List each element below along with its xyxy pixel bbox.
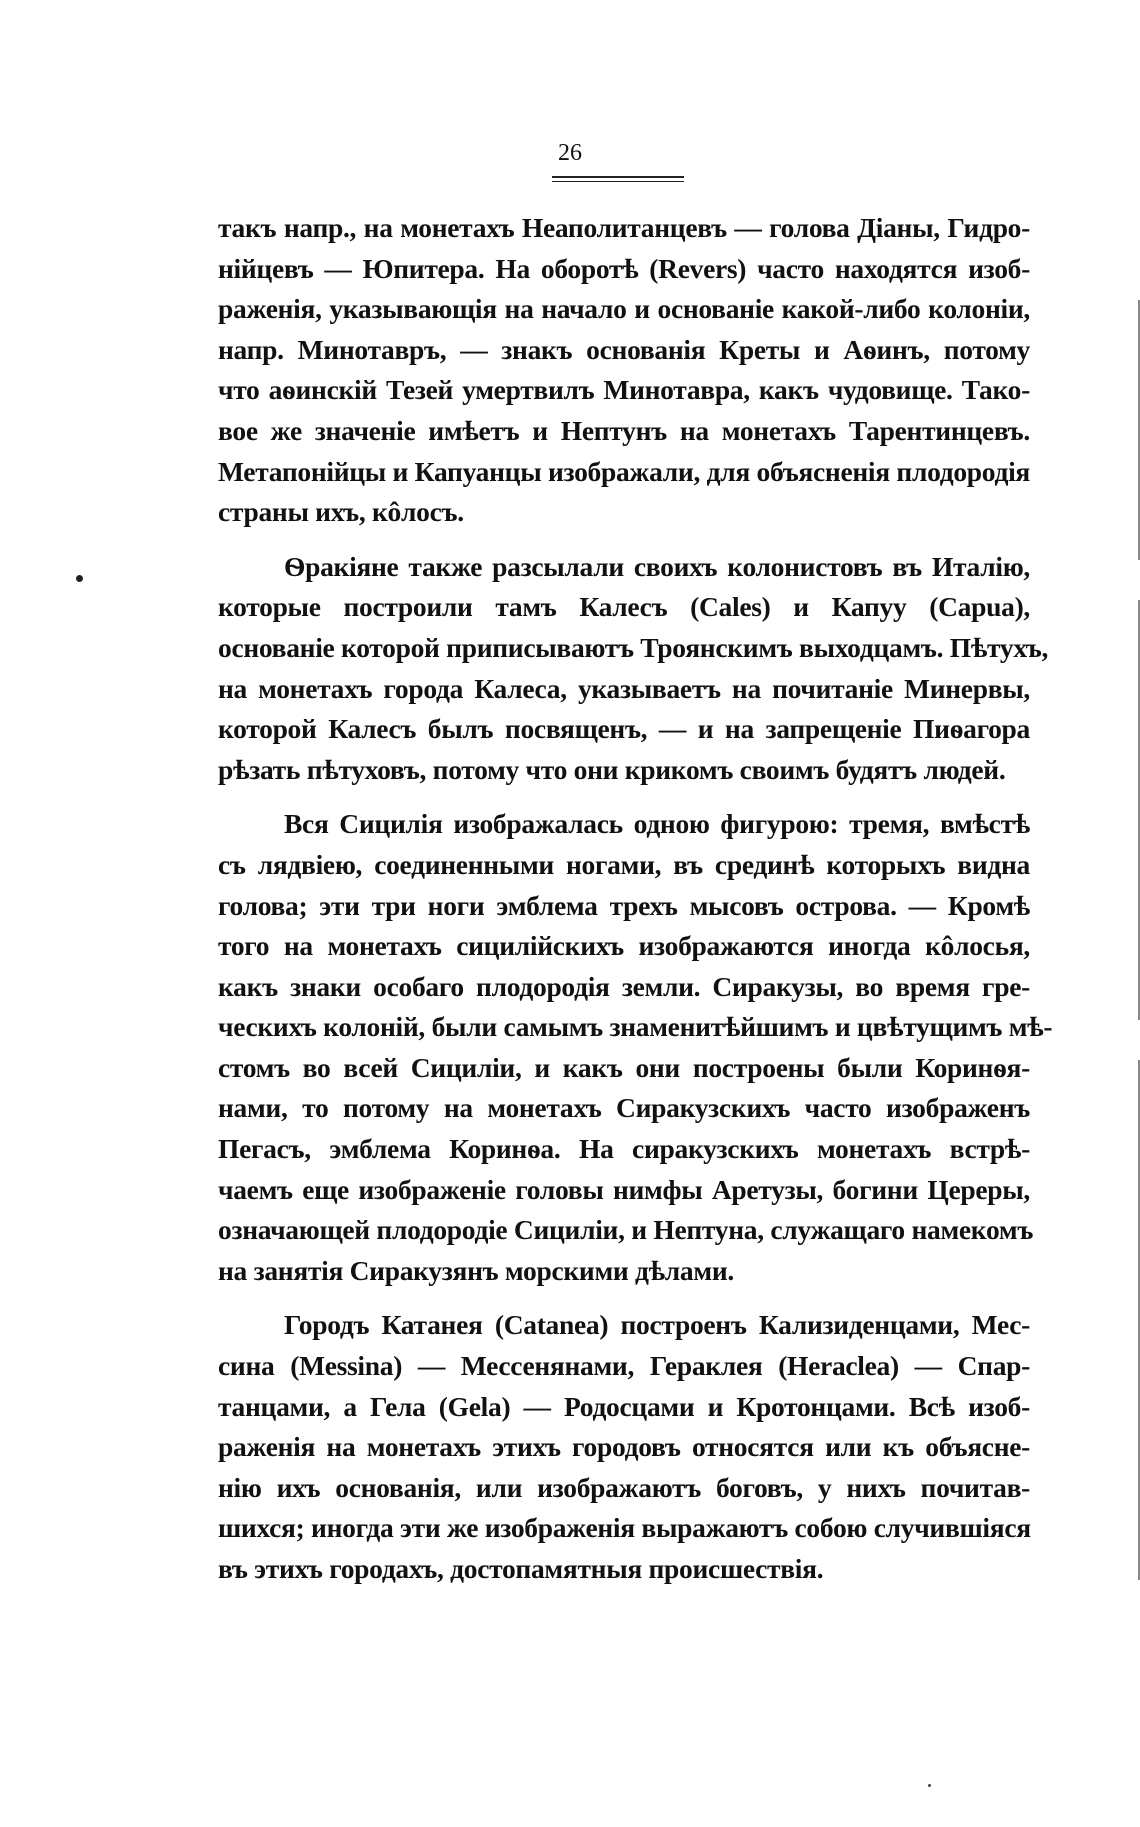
text-line: того на монетахъ сицилійскихъ изображаются иногда кôлосья, bbox=[218, 930, 1030, 962]
text-line: напр. Минотавръ, — знакъ основанія Креты и Аѳинъ, потому bbox=[218, 333, 1030, 365]
text-line: чаемъ еще изображеніе головы нимфы Аретузы, богини Цереры, bbox=[218, 1173, 1030, 1205]
text-line: на монетахъ города Калеса, указываетъ на почитаніе Минервы, bbox=[218, 672, 1030, 704]
text-line: Городъ Катанея (Catanea) построенъ Кализиденцами, Мес- bbox=[284, 1309, 1030, 1341]
text-line: въ этихъ городахъ, достопамятныя происшествія. bbox=[218, 1553, 824, 1584]
text-line: сина (Messina) — Мессенянами, Гераклея (Heraclea) — Спар- bbox=[218, 1350, 1030, 1382]
text-line: раженія, указывающія на начало и основаніе какой-либо колоніи, bbox=[218, 293, 1030, 325]
text-line: которые построили тамъ Калесъ (Cales) и Капуу (Capua), bbox=[218, 591, 1030, 623]
text-line: Вся Сицилія изображалась одною фигурою: тремя, вмѣстѣ bbox=[284, 808, 1030, 840]
page-number: 26 bbox=[558, 140, 582, 166]
text-line: стомъ во всей Сициліи, и какъ они построены были Коринѳя- bbox=[218, 1051, 1030, 1083]
text-line: нійцевъ — Юпитера. На оборотѣ (Revers) часто находятся изоб- bbox=[218, 252, 1030, 284]
text-line: ческихъ колоній, были самымъ знаменитѣйшимъ и цвѣтущимъ мѣ- bbox=[218, 1011, 1053, 1043]
paragraph bbox=[218, 208, 1030, 533]
page-number-rule bbox=[552, 176, 684, 178]
text-line: вое же значеніе имѣетъ и Нептунъ на монетахъ Тарентинцевъ. bbox=[218, 414, 1030, 446]
text-line: раженія на монетахъ этихъ городовъ относятся или къ объясне- bbox=[218, 1431, 1030, 1463]
text-line: на занятія Сиракузянъ морскими дѣлами. bbox=[218, 1254, 734, 1286]
page-number-rule-thin bbox=[552, 181, 684, 182]
text-line: означающей плодородіе Сициліи, и Нептуна, служащаго намекомъ bbox=[218, 1214, 1034, 1246]
text-line: съ лядвіею, соединенными ногами, въ срединѣ которыхъ видна bbox=[218, 848, 1030, 880]
text-line: рѣзать пѣтуховъ, потому что они крикомъ своимъ будятъ людей. bbox=[218, 753, 1006, 785]
paragraph bbox=[218, 1305, 1030, 1589]
stray-mark bbox=[928, 1784, 931, 1787]
text-line: танцами, а Гела (Gela) — Родосцами и Кротонцами. Всѣ изоб- bbox=[218, 1390, 1030, 1422]
paragraph bbox=[218, 804, 1053, 1291]
text-line: голова; эти три ноги эмблема трехъ мысовъ острова. — Кромѣ bbox=[218, 889, 1030, 921]
text-line: Ѳракіяне также разсылали своихъ колонистовъ въ Италію, bbox=[284, 550, 1030, 582]
text-line: что аѳинскій Тезей умертвилъ Минотавра, какъ чудовище. Тако- bbox=[218, 374, 1030, 406]
text-line: страны ихъ, кôлосъ. bbox=[218, 496, 464, 528]
text-line: основаніе которой приписываютъ Троянскимъ выходцамъ. Пѣтухъ, bbox=[218, 631, 1049, 663]
text-line: шихся; иногда эти же изображенія выражаютъ собою случившіяся bbox=[218, 1512, 1031, 1544]
paragraph bbox=[218, 547, 1049, 791]
text-line: какъ знаки особаго плодородія земли. Сиракузы, во время гре- bbox=[218, 970, 1030, 1002]
margin-mark bbox=[76, 575, 83, 582]
text-line: нами, то потому на монетахъ Сиракузскихъ часто изображенъ bbox=[218, 1092, 1030, 1124]
text-line: Метапонійцы и Капуанцы изображали, для объясненія плодородія bbox=[218, 455, 1030, 487]
text-line: Пегасъ, эмблема Коринѳа. На сиракузскихъ монетахъ встрѣ- bbox=[218, 1133, 1030, 1165]
text-line: которой Калесъ былъ посвященъ, — и на запрещеніе Пиѳагора bbox=[218, 713, 1030, 745]
text-line: такъ напр., на монетахъ Неаполитанцевъ — голова Діаны, Гидро- bbox=[218, 212, 1030, 243]
text-line: нію ихъ основанія, или изображаютъ боговъ, у нихъ почитав- bbox=[218, 1471, 1030, 1503]
body-text bbox=[218, 208, 1053, 1590]
